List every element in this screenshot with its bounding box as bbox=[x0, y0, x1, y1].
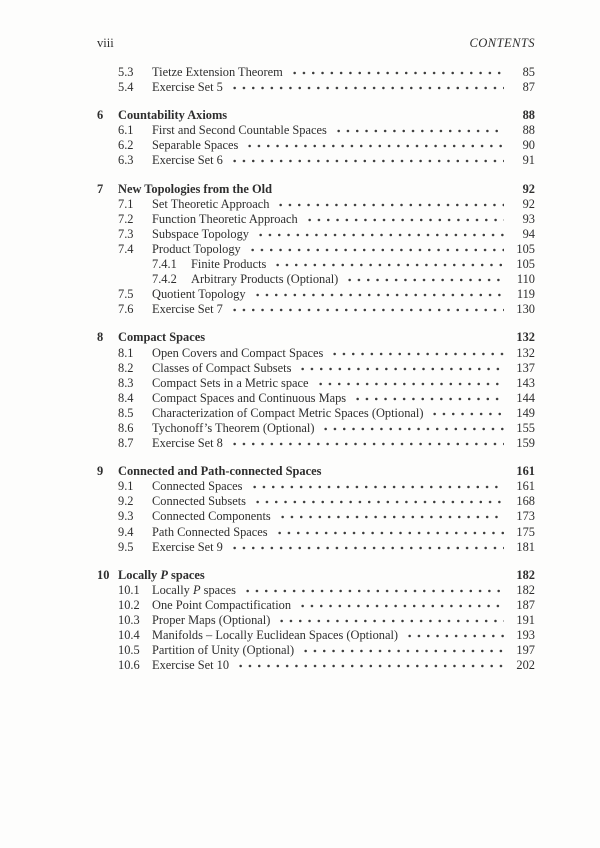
dot-leader bbox=[234, 108, 504, 119]
entry-title: Manifolds – Locally Euclidean Spaces (Optional) bbox=[152, 628, 399, 643]
entry-number: 6.2 bbox=[118, 138, 134, 153]
dot-leader bbox=[316, 376, 504, 387]
entry-title-segment: spaces bbox=[200, 582, 236, 597]
entry-number: 9 bbox=[97, 464, 104, 479]
dot-leader bbox=[305, 212, 504, 223]
entry-title: Product Topology bbox=[152, 241, 241, 256]
entry-page-number: 92 bbox=[522, 181, 535, 196]
entry-number: 7.1 bbox=[118, 196, 134, 211]
entry-page-number: 161 bbox=[516, 479, 535, 494]
entry-title-segment: spaces bbox=[167, 567, 205, 582]
entry-page-number: 92 bbox=[522, 196, 535, 211]
running-head: CONTENTS bbox=[469, 36, 535, 50]
dot-leader bbox=[405, 628, 504, 639]
toc-entry bbox=[97, 361, 535, 376]
toc-entry bbox=[97, 436, 535, 451]
entry-number: 8.6 bbox=[118, 420, 134, 435]
toc-chapter-entry bbox=[97, 464, 535, 479]
entry-title: Countability Axioms bbox=[118, 108, 228, 123]
entry-page-number: 90 bbox=[522, 138, 535, 153]
toc-entry bbox=[97, 123, 535, 138]
entry-title: One Point Compactification bbox=[152, 597, 292, 612]
dot-leader bbox=[328, 464, 504, 475]
entry-title: Exercise Set 9 bbox=[152, 539, 223, 554]
toc-entry bbox=[97, 628, 535, 643]
entry-title bbox=[118, 568, 205, 583]
entry-title: Set Theoretic Approach bbox=[152, 196, 270, 211]
entry-title: Exercise Set 6 bbox=[152, 153, 223, 168]
entry-number: 10.3 bbox=[118, 613, 140, 627]
toc-entry bbox=[97, 80, 535, 95]
entry-page-number: 181 bbox=[516, 539, 535, 554]
entry-page-number: 143 bbox=[516, 375, 535, 390]
dot-leader bbox=[230, 302, 504, 313]
entry-title: Connected Subsets bbox=[152, 494, 246, 509]
toc-entry bbox=[97, 346, 535, 361]
entry-title-segment: Locally bbox=[118, 567, 161, 582]
entry-number: 5.4 bbox=[118, 80, 134, 95]
entry-number: 8.1 bbox=[118, 345, 134, 360]
entry-number: 8.3 bbox=[118, 375, 134, 390]
toc-chapter-entry bbox=[97, 108, 535, 123]
dot-leader bbox=[290, 65, 504, 76]
toc-entry bbox=[97, 598, 535, 613]
entry-number: 6 bbox=[97, 108, 104, 123]
entry-title: Quotient Topology bbox=[152, 287, 246, 302]
toc-chapter-entry bbox=[97, 568, 535, 583]
entry-page-number: 91 bbox=[522, 153, 535, 168]
toc-entry bbox=[97, 643, 535, 658]
toc-entry bbox=[97, 406, 535, 421]
dot-leader bbox=[275, 525, 504, 536]
toc-entry bbox=[97, 287, 535, 302]
entry-title-segment: Locally bbox=[152, 582, 193, 597]
toc-entry bbox=[97, 197, 535, 212]
toc-entry bbox=[97, 65, 535, 80]
folio-page-number: viii bbox=[97, 36, 114, 50]
entry-number: 10.1 bbox=[118, 582, 140, 597]
entry-title-segment: P bbox=[160, 567, 168, 582]
entry-title: Compact Sets in a Metric space bbox=[152, 375, 309, 390]
entry-title: Connected and Path-connected Spaces bbox=[118, 464, 322, 479]
entry-page-number: 132 bbox=[516, 345, 535, 360]
entry-page-number: 144 bbox=[516, 390, 535, 405]
dot-leader bbox=[330, 346, 504, 357]
entry-title: Exercise Set 5 bbox=[152, 80, 223, 95]
dot-leader bbox=[301, 643, 504, 654]
entry-page-number: 168 bbox=[516, 494, 535, 509]
dot-leader bbox=[279, 182, 504, 193]
dot-leader bbox=[273, 257, 504, 268]
entry-title: Connected Components bbox=[152, 509, 271, 524]
dot-leader bbox=[248, 242, 504, 253]
entry-title: Arbitrary Products (Optional) bbox=[191, 272, 339, 287]
entry-title: Exercise Set 7 bbox=[152, 302, 223, 317]
entry-page-number: 149 bbox=[516, 405, 535, 420]
entry-page-number: 155 bbox=[516, 420, 535, 435]
dot-leader bbox=[236, 658, 504, 669]
toc-entry bbox=[97, 227, 535, 242]
entry-number: 7.4.2 bbox=[152, 272, 177, 287]
entry-number: 10 bbox=[97, 567, 110, 582]
entry-page-number: 137 bbox=[516, 360, 535, 375]
toc-entry bbox=[97, 509, 535, 524]
dot-leader bbox=[243, 583, 504, 594]
entry-title: Finite Products bbox=[191, 257, 267, 272]
dot-leader bbox=[230, 436, 504, 447]
entry-page-number: 93 bbox=[522, 211, 535, 226]
entry-page-number: 88 bbox=[522, 108, 535, 123]
toc-entry bbox=[97, 540, 535, 555]
entry-number: 9.3 bbox=[118, 509, 134, 524]
entry-page-number: 110 bbox=[516, 272, 535, 287]
entry-title: Characterization of Compact Metric Spaces (Optional) bbox=[152, 405, 424, 420]
entry-page-number: 132 bbox=[516, 330, 535, 345]
entry-number: 8.2 bbox=[118, 360, 134, 375]
dot-leader bbox=[277, 613, 504, 624]
dot-leader bbox=[256, 227, 504, 238]
entry-number: 8.7 bbox=[118, 436, 134, 451]
entry-title: Separable Spaces bbox=[152, 138, 239, 153]
entry-number: 8.4 bbox=[118, 390, 134, 405]
entry-number: 9.1 bbox=[118, 479, 134, 494]
dot-leader bbox=[430, 406, 504, 417]
dot-leader bbox=[298, 598, 504, 609]
entry-number: 9.2 bbox=[118, 494, 134, 509]
entry-title: New Topologies from the Old bbox=[118, 181, 272, 196]
entry-title: Classes of Compact Subsets bbox=[152, 360, 292, 375]
entry-number: 7.3 bbox=[118, 226, 134, 241]
entry-number: 9.5 bbox=[118, 539, 134, 554]
entry-number: 10.6 bbox=[118, 658, 140, 673]
toc-entry bbox=[97, 376, 535, 391]
entry-number: 7.6 bbox=[118, 302, 134, 317]
entry-title: Partition of Unity (Optional) bbox=[152, 643, 295, 658]
entry-title: First and Second Countable Spaces bbox=[152, 123, 327, 138]
entry-number: 6.3 bbox=[118, 153, 134, 168]
dot-leader bbox=[230, 80, 504, 91]
toc-entry bbox=[97, 257, 535, 272]
entry-title-segment: P bbox=[192, 582, 201, 597]
toc-list bbox=[97, 65, 535, 673]
dot-leader bbox=[253, 287, 504, 298]
page-header bbox=[97, 36, 535, 50]
dot-leader bbox=[230, 153, 504, 164]
entry-title: Connected Spaces bbox=[152, 479, 243, 494]
dot-leader bbox=[321, 421, 504, 432]
dot-leader bbox=[278, 509, 504, 520]
entry-page-number: 173 bbox=[516, 509, 535, 524]
entry-title: Subspace Topology bbox=[152, 226, 249, 241]
dot-leader bbox=[253, 494, 504, 505]
dot-leader bbox=[230, 540, 504, 551]
entry-title bbox=[152, 583, 236, 598]
entry-page-number: 87 bbox=[522, 80, 535, 95]
dot-leader bbox=[212, 568, 504, 579]
dot-leader bbox=[250, 479, 505, 490]
dot-leader bbox=[245, 138, 504, 149]
entry-title: Open Covers and Compact Spaces bbox=[152, 345, 324, 360]
entry-page-number: 197 bbox=[516, 643, 535, 658]
entry-title: Function Theoretic Approach bbox=[152, 211, 298, 226]
entry-page-number: 182 bbox=[516, 582, 535, 597]
entry-page-number: 130 bbox=[516, 302, 535, 317]
entry-number: 8 bbox=[97, 330, 104, 345]
entry-page-number: 159 bbox=[516, 436, 535, 451]
toc-entry bbox=[97, 525, 535, 540]
entry-number: 5.3 bbox=[118, 65, 134, 79]
entry-page-number: 85 bbox=[522, 65, 535, 79]
entry-number: 7.4.1 bbox=[152, 257, 177, 272]
toc-entry bbox=[97, 242, 535, 257]
toc-chapter-entry bbox=[97, 330, 535, 345]
toc-entry bbox=[97, 391, 535, 406]
toc-entry bbox=[97, 302, 535, 317]
entry-title: Tietze Extension Theorem bbox=[152, 65, 283, 79]
toc-entry bbox=[97, 494, 535, 509]
dot-leader bbox=[298, 361, 504, 372]
toc-chapter-entry bbox=[97, 182, 535, 197]
entry-page-number: 182 bbox=[516, 567, 535, 582]
entry-title: Exercise Set 8 bbox=[152, 436, 223, 451]
entry-number: 10.4 bbox=[118, 628, 140, 643]
toc-entry bbox=[97, 272, 535, 287]
entry-number: 7.5 bbox=[118, 287, 134, 302]
dot-leader bbox=[345, 272, 504, 283]
toc-entry bbox=[97, 421, 535, 436]
entry-page-number: 94 bbox=[522, 226, 535, 241]
entry-title: Compact Spaces and Continuous Maps bbox=[152, 390, 347, 405]
entry-page-number: 175 bbox=[516, 524, 535, 539]
entry-number: 7.2 bbox=[118, 211, 134, 226]
entry-title: Compact Spaces bbox=[118, 330, 206, 345]
entry-title: Proper Maps (Optional) bbox=[152, 613, 271, 627]
toc-entry bbox=[97, 658, 535, 673]
toc-entry bbox=[97, 212, 535, 227]
entry-number: 7 bbox=[97, 181, 104, 196]
toc-entry bbox=[97, 138, 535, 153]
entry-number: 8.5 bbox=[118, 405, 134, 420]
entry-number: 6.1 bbox=[118, 123, 134, 138]
toc-entry bbox=[97, 479, 535, 494]
dot-leader bbox=[353, 391, 504, 402]
entry-page-number: 187 bbox=[516, 597, 535, 612]
dot-leader bbox=[212, 330, 504, 341]
entry-page-number: 193 bbox=[516, 628, 535, 643]
entry-title: Exercise Set 10 bbox=[152, 658, 230, 673]
entry-number: 9.4 bbox=[118, 524, 134, 539]
entry-page-number: 105 bbox=[516, 241, 535, 256]
toc-entry bbox=[97, 613, 535, 628]
entry-number: 7.4 bbox=[118, 241, 134, 256]
entry-page-number: 161 bbox=[516, 464, 535, 479]
entry-number: 10.5 bbox=[118, 643, 140, 658]
dot-leader bbox=[334, 123, 504, 134]
entry-title: Tychonoff’s Theorem (Optional) bbox=[152, 420, 315, 435]
entry-page-number: 119 bbox=[516, 287, 535, 302]
dot-leader bbox=[276, 197, 504, 208]
entry-title: Path Connected Spaces bbox=[152, 524, 268, 539]
toc-entry bbox=[97, 583, 535, 598]
entry-page-number: 202 bbox=[516, 658, 535, 673]
entry-page-number: 105 bbox=[516, 257, 535, 272]
toc-entry bbox=[97, 153, 535, 168]
entry-number: 10.2 bbox=[118, 597, 140, 612]
entry-page-number: 88 bbox=[522, 123, 535, 138]
entry-page-number: 191 bbox=[516, 613, 535, 627]
